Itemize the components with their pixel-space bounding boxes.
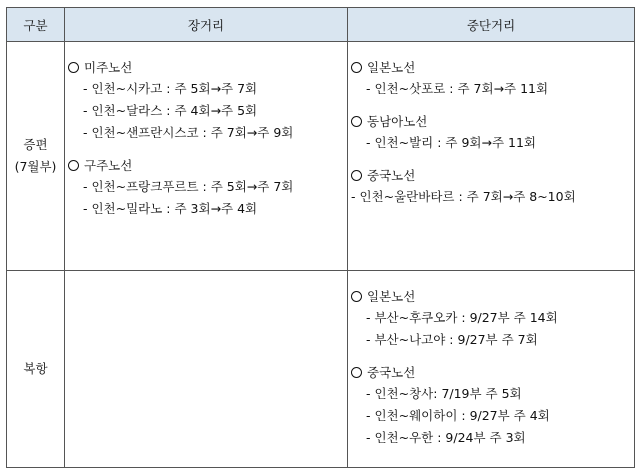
circle-bullet-icon — [68, 62, 79, 73]
long-haul-cell — [65, 42, 348, 271]
header-row — [7, 8, 635, 42]
region-heading — [68, 154, 343, 176]
circle-bullet-icon — [351, 116, 362, 127]
table-row-increase — [7, 42, 635, 271]
circle-bullet-icon — [351, 291, 362, 302]
route-line: - 인천~밀라노 : 주 3회→주 4회 — [83, 201, 258, 216]
region-heading — [68, 56, 343, 78]
route-increase-table — [6, 7, 635, 468]
circle-bullet-icon — [351, 62, 362, 73]
row-label-line: 증편 — [23, 137, 48, 152]
table-row-resumed — [7, 271, 635, 468]
route-line: - 인천~창사: 7/19부 주 5회 — [366, 386, 522, 401]
row-label-line: 복항 — [23, 361, 48, 376]
circle-bullet-icon — [351, 170, 362, 181]
region-name: 중국노선 — [367, 168, 416, 183]
route-line: - 부산~나고야 : 9/27부 주 7회 — [366, 332, 538, 347]
region-heading — [351, 56, 630, 78]
row-label-resumed — [7, 271, 65, 468]
header-long-haul: 장거리 — [65, 8, 348, 42]
route-line: - 인천~달라스 : 주 4회→주 5회 — [83, 103, 258, 118]
route-line: - 인천~울란바타르 : 주 7회→주 8~10회 — [351, 189, 576, 204]
route-line: - 인천~삿포로 : 주 7회→주 11회 — [366, 81, 549, 96]
route-line: - 인천~샌프란시스코 : 주 7회→주 9회 — [83, 125, 294, 140]
route-line: - 인천~프랑크푸르트 : 주 5회→주 7회 — [83, 179, 294, 194]
region-heading — [351, 110, 630, 132]
header-category: 구분 — [7, 8, 65, 42]
row-label-increase — [7, 42, 65, 271]
region-heading — [351, 164, 630, 186]
mid-short-haul-cell — [348, 271, 635, 468]
header-mid-short-haul: 중단거리 — [348, 8, 635, 42]
region-name: 동남아노선 — [367, 114, 428, 129]
region-heading — [351, 361, 630, 383]
route-line: - 인천~우한 : 9/24부 주 3회 — [366, 430, 526, 445]
route-line: - 부산~후쿠오카 : 9/27부 주 14회 — [366, 310, 558, 325]
route-line: - 인천~웨이하이 : 9/27부 주 4회 — [366, 408, 550, 423]
region-name: 구주노선 — [84, 158, 133, 173]
row-label-line: (7월부) — [14, 159, 57, 174]
long-haul-cell-empty — [65, 271, 348, 468]
route-line: - 인천~발리 : 주 9회→주 11회 — [366, 135, 536, 150]
mid-short-haul-cell — [348, 42, 635, 271]
region-heading — [351, 285, 630, 307]
circle-bullet-icon — [351, 367, 362, 378]
route-line: - 인천~시카고 : 주 5회→주 7회 — [83, 81, 258, 96]
region-name: 미주노선 — [84, 60, 133, 75]
region-name: 중국노선 — [367, 365, 416, 380]
circle-bullet-icon — [68, 160, 79, 171]
region-name: 일본노선 — [367, 289, 416, 304]
region-name: 일본노선 — [367, 60, 416, 75]
